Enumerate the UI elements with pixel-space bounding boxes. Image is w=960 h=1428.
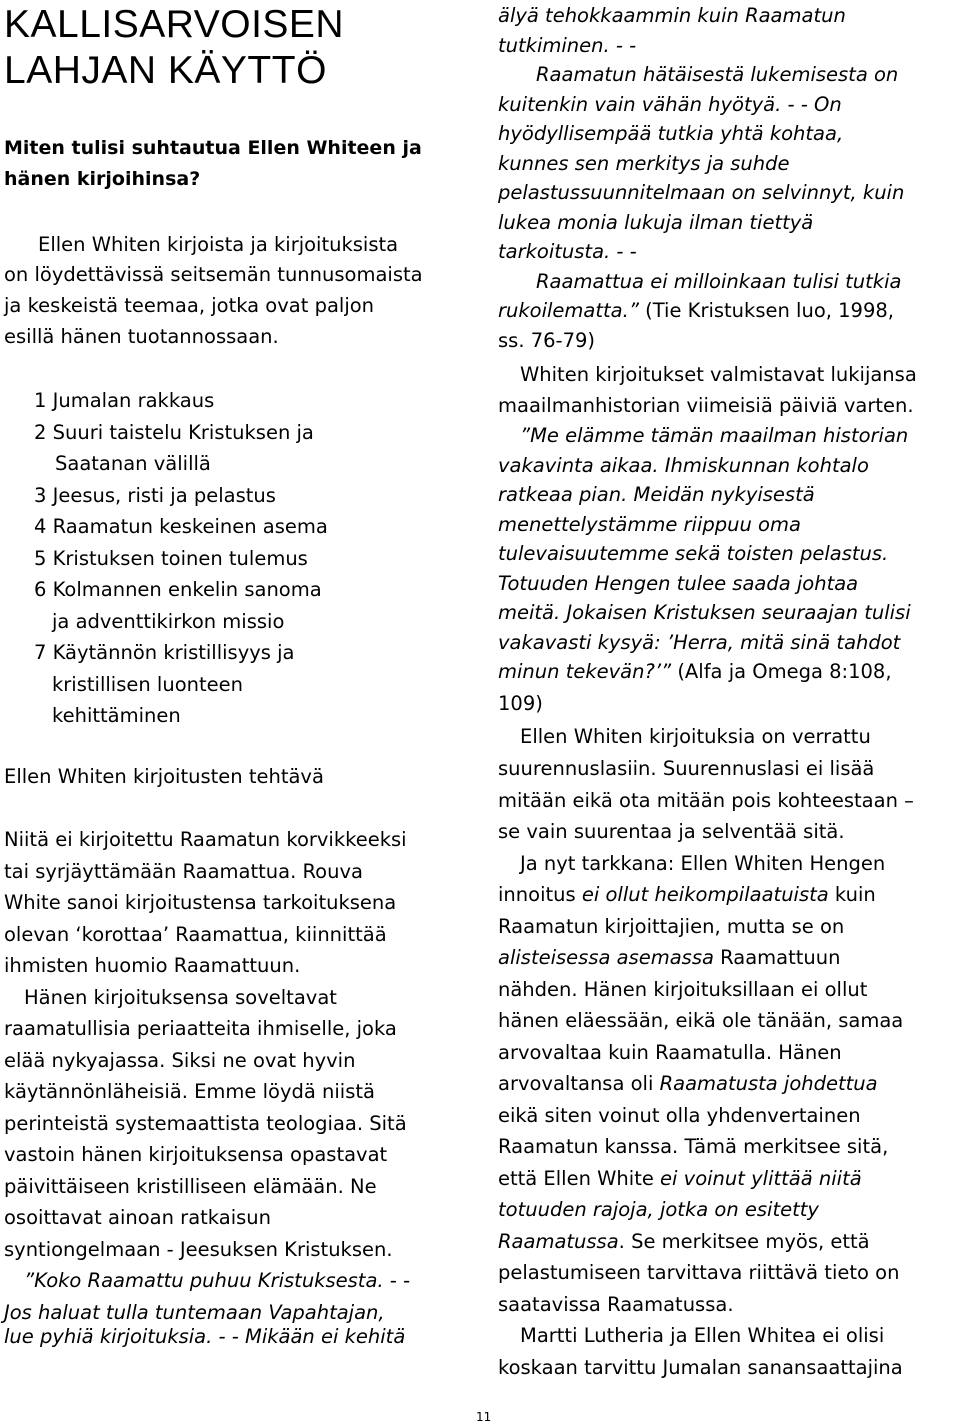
- text-segment: Raamatun kirjoittajien, mutta se on: [498, 915, 845, 938]
- text-segment: Raamattuun: [713, 946, 841, 969]
- text-line: päivittäiseen kristilliseen elämään. Ne: [4, 1175, 377, 1198]
- section-heading: Miten tulisi suhtautua Ellen Whiteen ja hänen kirjoihinsa?: [4, 137, 422, 190]
- text-line: 2 Suuri taistelu Kristuksen ja: [34, 421, 314, 444]
- text-segment: älyä tehokkaammin kuin Raamatun: [498, 4, 846, 27]
- text-segment: ei voinut ylittää niitä: [660, 1167, 862, 1190]
- text-segment: tarkoitusta. - -: [498, 240, 637, 263]
- text-segment: mitään eikä ota mitään pois kohteestaan –: [498, 789, 914, 812]
- text-line: perinteistä systemaattista teologiaa. Sitä: [4, 1112, 407, 1135]
- text-line: ja adventtikirkon missio: [52, 610, 285, 633]
- text-line: [498, 208, 813, 238]
- text-segment: Martti Lutheria ja Ellen Whitea ei olisi: [520, 1324, 885, 1347]
- text-line: White sanoi kirjoitustensa tarkoituksena: [4, 891, 397, 914]
- text-segment: Raamatusta johdettua: [659, 1072, 878, 1095]
- text-line: ja keskeistä teemaa, jotka ovat paljon: [4, 294, 375, 317]
- text-segment: innoitus: [498, 883, 582, 906]
- page-title: [4, 2, 344, 94]
- text-line: [498, 1227, 870, 1257]
- text-segment: menettelystämme riippuu oma: [498, 513, 801, 536]
- text-line: [498, 912, 844, 942]
- text-line: [498, 880, 876, 910]
- text-line: elää nykyajassa. Siksi ne ovat hyvin: [4, 1049, 356, 1072]
- text-line: [498, 480, 815, 510]
- text-line: kristillisen luonteen: [52, 673, 243, 696]
- text-line: vastoin hänen kirjoituksensa opastavat: [4, 1143, 388, 1166]
- text-line: Hänen kirjoituksensa soveltavat: [24, 986, 337, 1009]
- text-segment: (Tie Kristuksen luo, 1998,: [638, 299, 894, 322]
- text-line: olevan ‘korottaa’ Raamattua, kiinnittää: [4, 923, 387, 946]
- text-segment: pelastussuunnitelmaan on selvinnyt, kuin: [498, 181, 905, 204]
- text-line: 1 Jumalan rakkaus: [34, 389, 215, 412]
- text-line: [498, 569, 858, 599]
- text-line: [498, 786, 914, 816]
- text-segment: vakavasti kysyä: ’Herra, mitä sinä tahdot: [498, 631, 901, 654]
- text-segment: kuin: [828, 883, 876, 906]
- text-segment: maailmanhistorian viimeisiä päiviä varten.: [498, 394, 914, 417]
- text-line: esillä hänen tuotannossaan.: [4, 325, 279, 348]
- text-segment: 109): [498, 692, 543, 715]
- text-segment: pelastumiseen tarvittava riittävä tieto on: [498, 1261, 900, 1284]
- text-segment: kunnes sen merkitys ja suhde: [498, 152, 790, 175]
- text-segment: se vain suurentaa ja selventää sitä.: [498, 820, 845, 843]
- page-number: 11: [476, 1410, 492, 1424]
- text-segment: suurennuslasiin. Suurennuslasi ei lisää: [498, 757, 875, 780]
- text-line: [498, 296, 894, 326]
- text-line: [498, 539, 888, 569]
- text-line: [520, 1321, 884, 1351]
- text-segment: ratkeaa pian. Meidän nykyisestä: [498, 483, 815, 506]
- text-line: osoittavat ainoan ratkaisun: [4, 1206, 271, 1229]
- text-line: [498, 689, 543, 719]
- text-line: ihmisten huomio Raamattuun.: [4, 954, 301, 977]
- text-line: [498, 1101, 861, 1131]
- text-segment: Totuuden Hengen tulee saada johtaa: [498, 572, 859, 595]
- text-line: [498, 1164, 862, 1194]
- text-line: [498, 391, 914, 421]
- text-segment: ei ollut heikompilaatuista: [581, 883, 829, 906]
- text-segment: hyödyllisempää tutkia yhtä kohtaa,: [498, 122, 844, 145]
- text-line: 6 Kolmannen enkelin sanoma: [34, 578, 322, 601]
- text-line: Ellen Whiten kirjoista ja kirjoituksista: [38, 233, 399, 256]
- text-line: [498, 31, 636, 61]
- text-segment: (Alfa ja Omega 8:108,: [671, 660, 892, 683]
- text-line: käytännönläheisiä. Emme löydä niistä: [4, 1080, 375, 1103]
- text-line: lue pyhiä kirjoituksia. - - Mikään ei kehitä: [4, 1325, 406, 1348]
- text-segment: kuitenkin vain vähän hyötyä. - - On: [498, 93, 842, 116]
- text-line: [498, 1290, 734, 1320]
- text-line: tai syrjäyttämään Raamattua. Rouva: [4, 860, 363, 883]
- text-line: [498, 1195, 819, 1225]
- text-line: [498, 1353, 903, 1383]
- text-line: Jos haluat tulla tuntemaan Vapahtajan,: [4, 1301, 385, 1324]
- text-line: [498, 1006, 903, 1036]
- text-line: [498, 90, 842, 120]
- text-line: [498, 510, 801, 540]
- text-line: raamatullisia periaatteita ihmiselle, joka: [4, 1017, 397, 1040]
- text-line: [498, 817, 845, 847]
- text-segment: ”Me elämme tämän maailman historian: [520, 424, 909, 447]
- text-line: [498, 1069, 878, 1099]
- text-segment: hänen eläessään, eikä ole tänään, samaa: [498, 1009, 904, 1032]
- text-segment: minun tekevän?’”: [498, 660, 672, 683]
- text-segment: Raamattua ei milloinkaan tulisi tutkia: [536, 270, 902, 293]
- text-segment: Ellen Whiten kirjoituksia on verrattu: [520, 725, 871, 748]
- text-line: [498, 178, 904, 208]
- text-line: [498, 237, 637, 267]
- text-line: [498, 657, 892, 687]
- text-line: [498, 1038, 842, 1068]
- text-line: Ellen Whiten kirjoitusten tehtävä: [4, 765, 324, 788]
- text-line: syntiongelmaan - Jeesuksen Kristuksen.: [4, 1238, 393, 1261]
- text-segment: nähden. Hänen kirjoituksillaan ei ollut: [498, 978, 868, 1001]
- text-line: [536, 267, 901, 297]
- text-segment: arvovaltansa oli: [498, 1072, 660, 1095]
- text-line: [498, 975, 867, 1005]
- text-segment: koskaan tarvittu Jumalan sanansaattajina: [498, 1356, 903, 1379]
- text-line: [498, 598, 911, 628]
- text-segment: Raamatun kanssa. Tämä merkitsee sitä,: [498, 1135, 889, 1158]
- text-line: 4 Raamatun keskeinen asema: [34, 515, 328, 538]
- text-line: [520, 421, 908, 451]
- text-segment: eikä siten voinut olla yhdenvertainen: [498, 1104, 861, 1127]
- text-line: [498, 1132, 888, 1162]
- text-line: [520, 360, 917, 390]
- page-title-line: KALLISARVOISEN: [4, 3, 345, 46]
- text-segment: arvovaltaa kuin Raamatulla. Hänen: [498, 1041, 842, 1064]
- text-line: [498, 119, 843, 149]
- text-line: 7 Käytännön kristillisyys ja: [34, 641, 295, 664]
- text-line: [536, 60, 898, 90]
- text-line: on löydettävissä seitsemän tunnusomaista: [4, 263, 423, 286]
- text-line: [498, 1, 846, 31]
- text-line: ”Koko Raamattu puhuu Kristuksesta. - -: [24, 1269, 411, 1292]
- text-segment: Ja nyt tarkkana: Ellen Whiten Hengen: [520, 852, 886, 875]
- text-segment: meitä. Jokaisen Kristuksen seuraajan tulisi: [498, 601, 911, 624]
- text-segment: tulevaisuutemme sekä toisten pelastus.: [498, 542, 889, 565]
- text-line: 3 Jeesus, risti ja pelastus: [34, 484, 276, 507]
- text-line: [498, 628, 900, 658]
- text-segment: rukoilematta.”: [498, 299, 639, 322]
- text-segment: . Se merkitsee myös, että: [618, 1230, 870, 1253]
- text-segment: Raamatussa: [498, 1230, 619, 1253]
- text-segment: vakavinta aikaa. Ihmiskunnan kohtalo: [498, 454, 869, 477]
- text-line: [498, 451, 869, 481]
- text-segment: Raamatun hätäisestä lukemisesta on: [536, 63, 899, 86]
- page-title-line: LAHJAN KÄYTTÖ: [4, 49, 327, 92]
- text-line: [520, 722, 871, 752]
- text-line: Niitä ei kirjoitettu Raamatun korvikkeeksi: [4, 828, 407, 851]
- text-segment: Whiten kirjoitukset valmistavat lukijansa: [520, 363, 917, 386]
- text-line: [498, 754, 874, 784]
- text-line: [498, 943, 840, 973]
- text-segment: että Ellen White: [498, 1167, 661, 1190]
- text-line: Saatanan välillä: [55, 452, 211, 475]
- text-segment: alisteisessa asemassa: [498, 946, 714, 969]
- text-line: kehittäminen: [52, 704, 181, 727]
- text-line: 5 Kristuksen toinen tulemus: [34, 547, 308, 570]
- text-line: [498, 326, 595, 356]
- text-segment: tutkiminen. - -: [498, 34, 637, 57]
- text-segment: totuuden rajoja, jotka on esitetty: [498, 1198, 819, 1221]
- text-segment: saatavissa Raamatussa.: [498, 1293, 734, 1316]
- text-line: [498, 1258, 899, 1288]
- text-line: [498, 149, 790, 179]
- text-line: [520, 849, 885, 879]
- text-segment: ss. 76-79): [498, 329, 595, 352]
- text-segment: lukea monia lukuja ilman tiettyä: [498, 211, 814, 234]
